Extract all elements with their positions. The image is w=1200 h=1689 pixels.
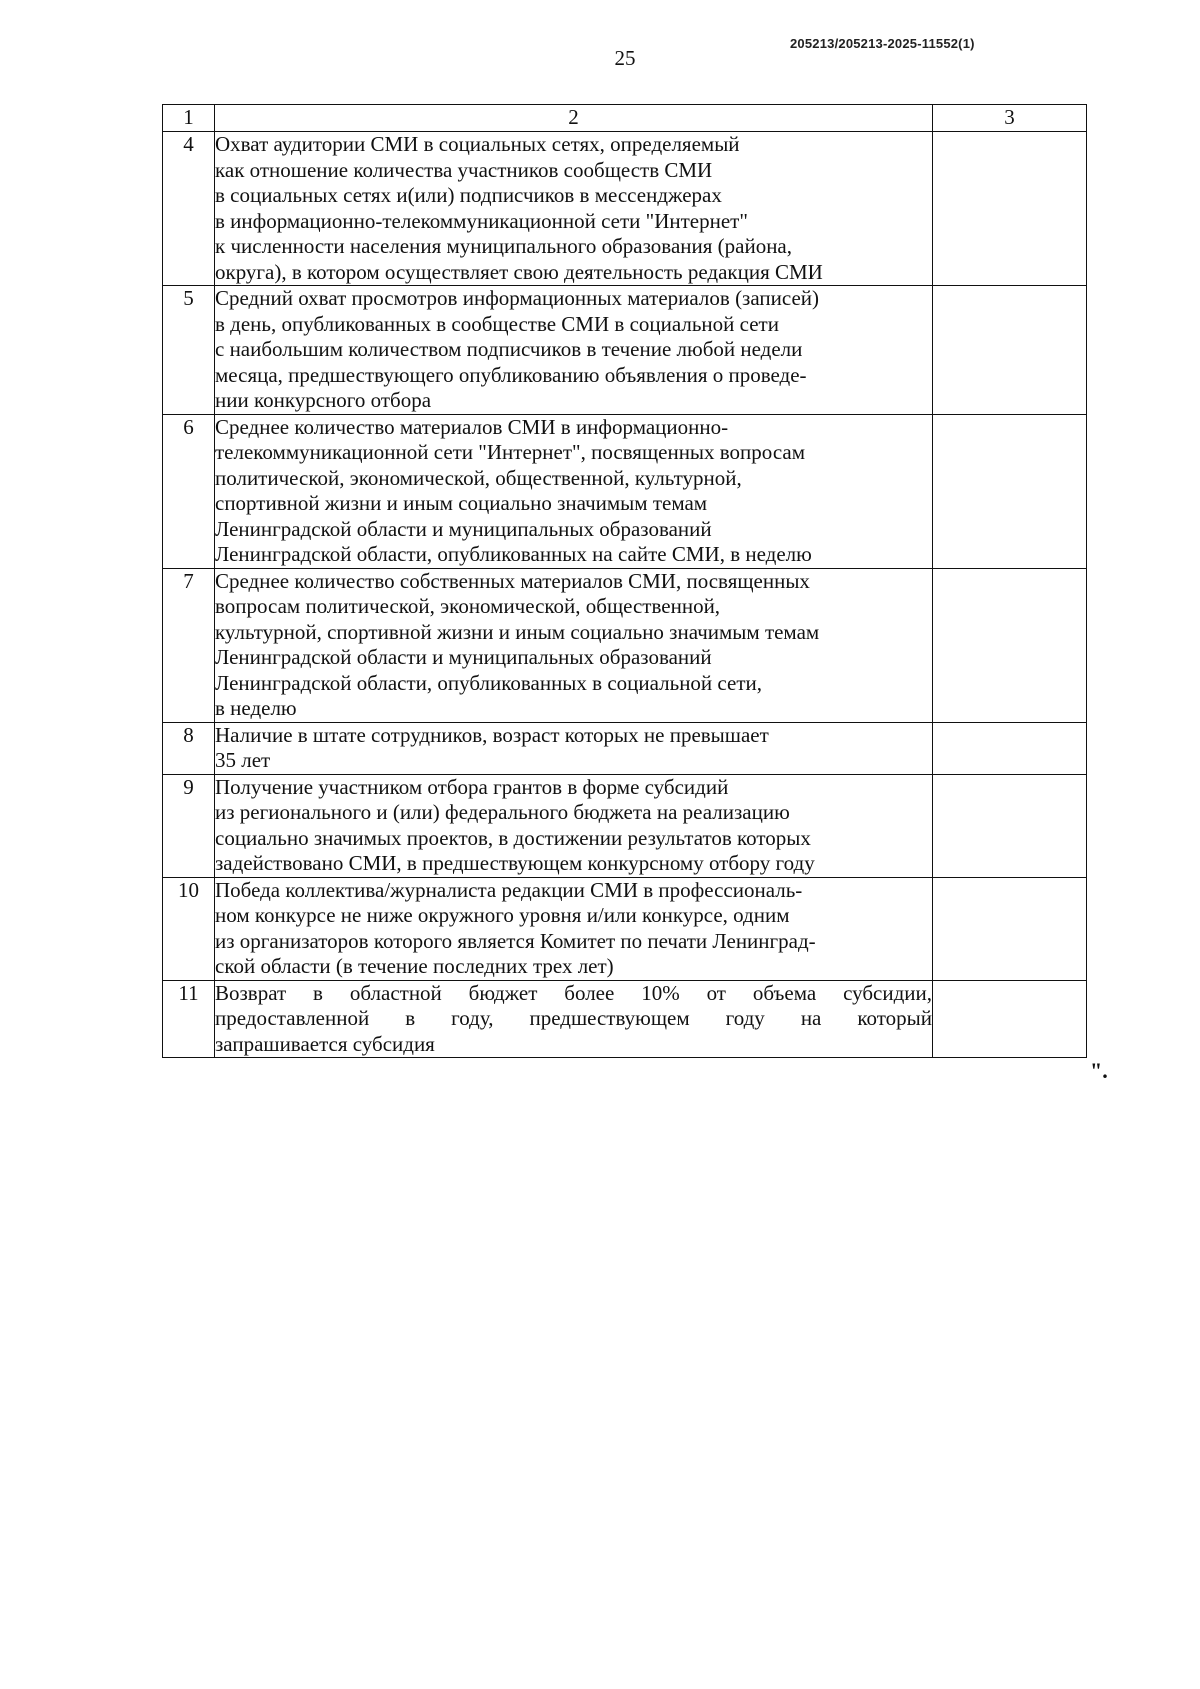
criterion-line: Получение участником отбора грантов в форме субсидий [215,774,729,799]
criterion-line: запрашивается субсидия [215,1031,435,1056]
table-row [163,286,1087,415]
criterion-text [215,774,933,877]
criterion-value-cell [933,414,1087,568]
criterion-text [215,286,933,415]
criterion-line: в социальных сетях и(или) подписчиков в мессенджерах [215,183,722,207]
criterion-line: предоставленной в году, предшествующем году на который [215,1006,932,1030]
criterion-line: политической, экономической, общественной, культурной, [215,465,742,490]
table-row [163,722,1087,774]
criterion-line: Ленинградской области и муниципальных образований [215,516,712,541]
criterion-text [215,414,933,568]
table-row [163,414,1087,568]
criterion-value-cell [933,722,1087,774]
column-header-1: 1 [163,105,215,132]
row-number: 6 [163,414,215,568]
criterion-line: к численности населения муниципального образования (района, [215,234,793,258]
criterion-line: из регионального и (или) федерального бюджета на реализацию [215,800,790,824]
table-row [163,774,1087,877]
row-number: 5 [163,286,215,415]
table-header-row [163,105,1087,132]
criterion-line: Охват аудитории СМИ в социальных сетях, определяемый [215,132,740,156]
criterion-line: 35 лет [215,748,271,772]
criterion-line: культурной, спортивной жизни и иным социально значимым темам [215,619,820,644]
criterion-line: ном конкурсе не ниже окружного уровня и/или конкурсе, одним [215,903,790,927]
criterion-value-cell [933,877,1087,980]
closing-quote-mark: ". [1090,1058,1108,1083]
criterion-line: ской области (в течение последних трех лет) [215,954,614,978]
criterion-value-cell [933,980,1087,1058]
criterion-line: с наибольшим количеством подписчиков в течение любой недели [215,337,803,361]
row-number: 10 [163,877,215,980]
criterion-text [215,877,933,980]
criterion-value-cell [933,774,1087,877]
criterion-line: социально значимых проектов, в достижении результатов которых [215,825,811,850]
criterion-line: телекоммуникационной сети "Интернет", посвященных вопросам [215,440,806,464]
row-number: 7 [163,568,215,722]
column-header-3: 3 [933,105,1087,132]
criterion-text [215,568,933,722]
criterion-text [215,132,933,286]
criterion-line: в день, опубликованных в сообществе СМИ в социальной сети [215,311,779,336]
criterion-value-cell [933,286,1087,415]
criterion-line: спортивной жизни и иным социально значимым темам [215,491,708,515]
table-row [163,568,1087,722]
criterion-line: Ленинградской области, опубликованных в социальной сети, [215,670,762,695]
criterion-line: Ленинградской области, опубликованных на сайте СМИ, в неделю [215,542,812,566]
criterion-text [215,722,933,774]
criterion-line: из организаторов которого является Комитет по печати Ленинград- [215,928,816,953]
criterion-line: Наличие в штате сотрудников, возраст которых не превышает [215,722,769,747]
page-number: 25 [614,46,636,70]
criterion-line: Победа коллектива/журналиста редакции СМИ в профессиональ- [215,877,803,902]
row-number: 8 [163,722,215,774]
criterion-line: округа), в котором осуществляет свою деятельность редакция СМИ [215,259,823,284]
criterion-line: в неделю [215,696,297,720]
criterion-value-cell [933,132,1087,286]
criterion-line: Среднее количество собственных материалов СМИ, посвященных [215,568,810,593]
criterion-text [215,980,933,1058]
criterion-line: задействовано СМИ, в предшествующем конкурсному отбору году [215,851,815,875]
criterion-line: как отношение количества участников сообществ СМИ [215,157,713,182]
criteria-table [162,104,1087,1058]
column-header-2: 2 [215,105,933,132]
table-row [163,132,1087,286]
criterion-line: месяца, предшествующего опубликованию объявления о проведе- [215,362,807,387]
criterion-line: нии конкурсного отбора [215,388,432,412]
criterion-line: Среднее количество материалов СМИ в информационно- [215,414,729,439]
row-number: 11 [163,980,215,1058]
table-row [163,980,1087,1058]
criterion-line: Ленинградской области и муниципальных образований [215,645,712,669]
criterion-line: Возврат в областной бюджет более 10% от объема субсидии, [215,980,932,1005]
table-row [163,877,1087,980]
row-number: 9 [163,774,215,877]
document-id: 205213/205213-2025-11552(1) [790,36,975,51]
row-number: 4 [163,132,215,286]
criterion-line: вопросам политической, экономической, общественной, [215,594,721,618]
criterion-line: в информационно-телекоммуникационной сети "Интернет" [215,208,748,233]
criterion-line: Средний охват просмотров информационных материалов (записей) [215,286,820,310]
criterion-value-cell [933,568,1087,722]
